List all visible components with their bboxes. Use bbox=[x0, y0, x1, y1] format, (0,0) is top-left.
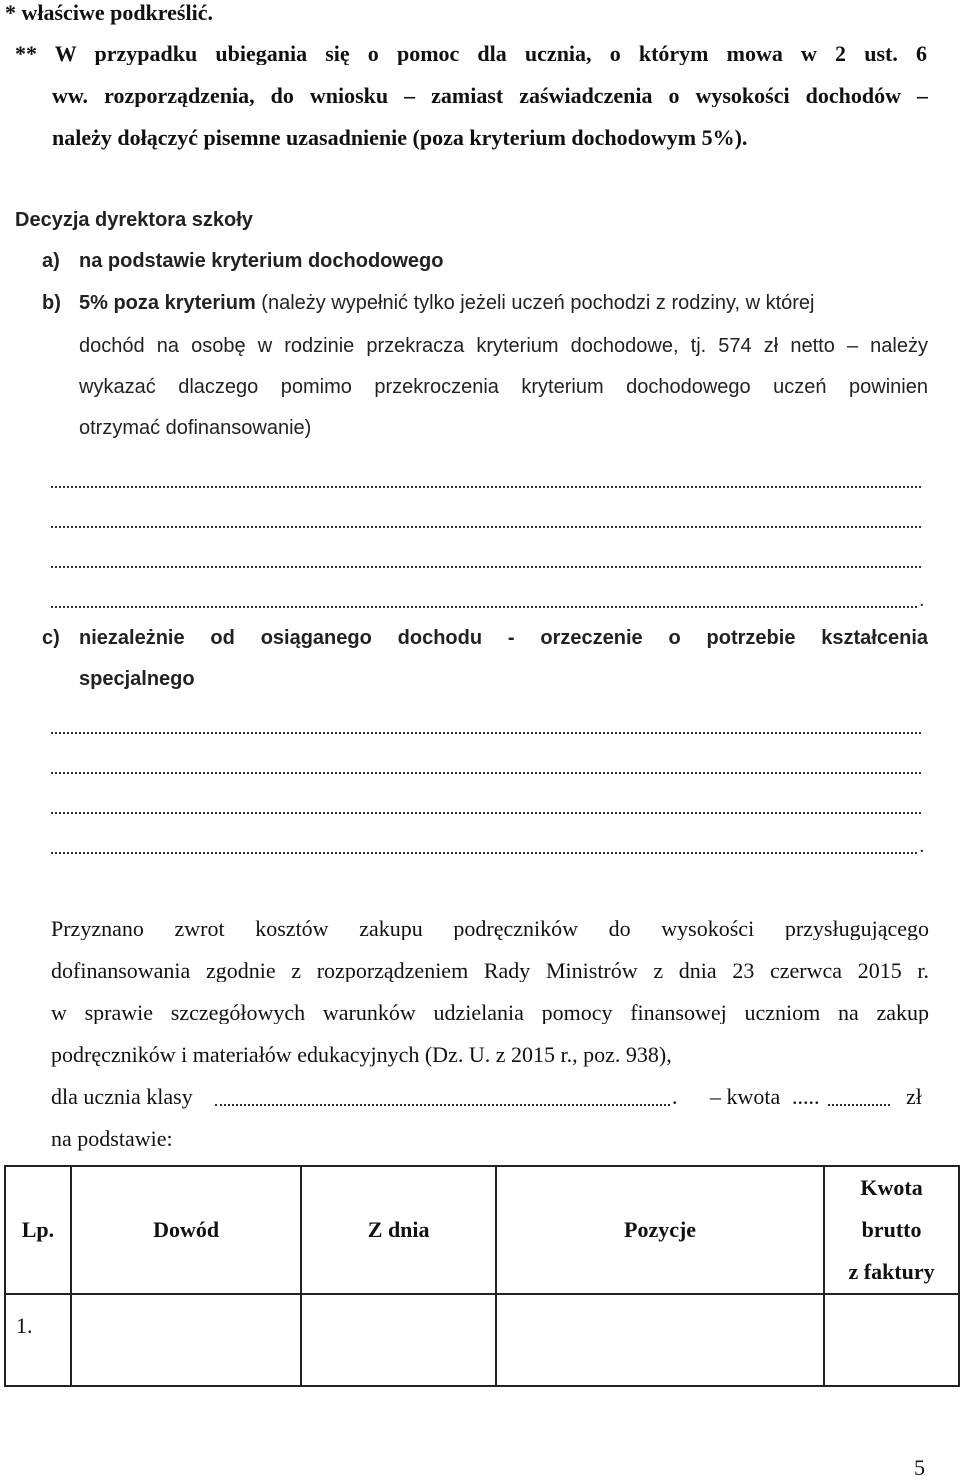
invoice-table bbox=[4, 1165, 960, 1387]
footnote-line-3: należy dołączyć pisemne uzasadnienie (poza kryterium dochodowym 5%). bbox=[52, 125, 748, 150]
header-z-dnia: Z dnia bbox=[301, 1166, 496, 1294]
dotted-fill-line[interactable] bbox=[51, 526, 921, 528]
kwota-label: – kwota bbox=[710, 1084, 781, 1109]
option-a-text: na podstawie kryterium dochodowego bbox=[79, 250, 444, 272]
header-kwota-line-2: brutto bbox=[861, 1217, 922, 1242]
dotted-fill-line[interactable] bbox=[51, 566, 921, 568]
class-input-line[interactable] bbox=[215, 1104, 670, 1106]
option-b-line-1 bbox=[79, 293, 815, 313]
header-kwota-line-3: z faktury bbox=[848, 1259, 935, 1284]
header-kwota bbox=[824, 1166, 959, 1294]
table-row bbox=[5, 1294, 959, 1386]
grant-line-4: podręczników i materiałów edukacyjnych (Dz. U. z 2015 r., poz. 938), bbox=[51, 1042, 672, 1067]
dotted-line-end: . bbox=[919, 835, 925, 857]
option-b-line-1-rest: (należy wypełnić tylko jeżeli uczeń pochodzi z rodziny, w której bbox=[261, 292, 815, 314]
row-lp: 1. bbox=[5, 1294, 71, 1386]
option-b-line-2: dochód na osobę w rodzinie przekracza kryterium dochodowe, tj. 574 zł netto – należy bbox=[79, 336, 928, 356]
class-value: . bbox=[672, 1084, 678, 1109]
option-c-line-2: specjalnego bbox=[79, 668, 195, 690]
row-kwota[interactable] bbox=[824, 1294, 959, 1386]
decision-heading: Decyzja dyrektora szkoły bbox=[15, 209, 253, 231]
dotted-fill-line[interactable] bbox=[51, 852, 917, 854]
header-dowod: Dowód bbox=[71, 1166, 302, 1294]
footnote-underline: * właściwe podkreślić. bbox=[5, 0, 213, 25]
option-b-line-4: otrzymać dofinansowanie) bbox=[79, 417, 312, 439]
kwota-value: ..... bbox=[792, 1084, 820, 1109]
option-b-line-3: wykazać dlaczego pomimo przekroczenia kryterium dochodowego uczeń powinien bbox=[79, 377, 928, 397]
dotted-line-end: . bbox=[919, 589, 925, 611]
grant-line-1: Przyznano zwrot kosztów zakupu podręczników do wysokości przysługującego bbox=[51, 918, 929, 940]
row-pozycje[interactable] bbox=[496, 1294, 824, 1386]
dotted-fill-line[interactable] bbox=[51, 486, 921, 488]
class-label: dla ucznia klasy bbox=[51, 1084, 193, 1109]
row-dowod[interactable] bbox=[71, 1294, 302, 1386]
basis-label: na podstawie: bbox=[51, 1126, 173, 1151]
grant-line-3: w sprawie szczegółowych warunków udzielania pomocy finansowej uczniom na zakup bbox=[51, 1002, 929, 1024]
table-header-row bbox=[5, 1166, 959, 1294]
dotted-fill-line[interactable] bbox=[51, 606, 917, 608]
dotted-fill-line[interactable] bbox=[51, 772, 921, 774]
dotted-fill-line[interactable] bbox=[51, 732, 921, 734]
header-pozycje: Pozycje bbox=[496, 1166, 824, 1294]
option-b-marker: b) bbox=[42, 292, 61, 314]
currency-label: zł bbox=[906, 1084, 922, 1109]
header-lp: Lp. bbox=[5, 1166, 71, 1294]
header-kwota-line-1: Kwota bbox=[860, 1175, 923, 1200]
dotted-fill-line[interactable] bbox=[51, 812, 921, 814]
grant-line-2: dofinansowania zgodnie z rozporządzeniem Rady Ministrów z dnia 23 czerwca 2015 r. bbox=[51, 960, 929, 982]
kwota-input-line[interactable] bbox=[828, 1104, 890, 1106]
page-number: 5 bbox=[914, 1455, 925, 1480]
option-c-marker: c) bbox=[42, 627, 60, 649]
row-z-dnia[interactable] bbox=[301, 1294, 496, 1386]
option-c-line-1: niezależnie od osiąganego dochodu - orzeczenie o potrzebie kształcenia bbox=[79, 628, 928, 648]
footnote-line-2: ww. rozporządzenia, do wniosku – zamiast zaświadczenia o wysokości dochodów – bbox=[52, 85, 928, 107]
option-b-title: 5% poza kryterium bbox=[79, 292, 256, 314]
option-a-marker: a) bbox=[42, 250, 60, 272]
footnote-line-1: ** W przypadku ubiegania się o pomoc dla ucznia, o którym mowa w 2 ust. 6 bbox=[15, 43, 927, 65]
